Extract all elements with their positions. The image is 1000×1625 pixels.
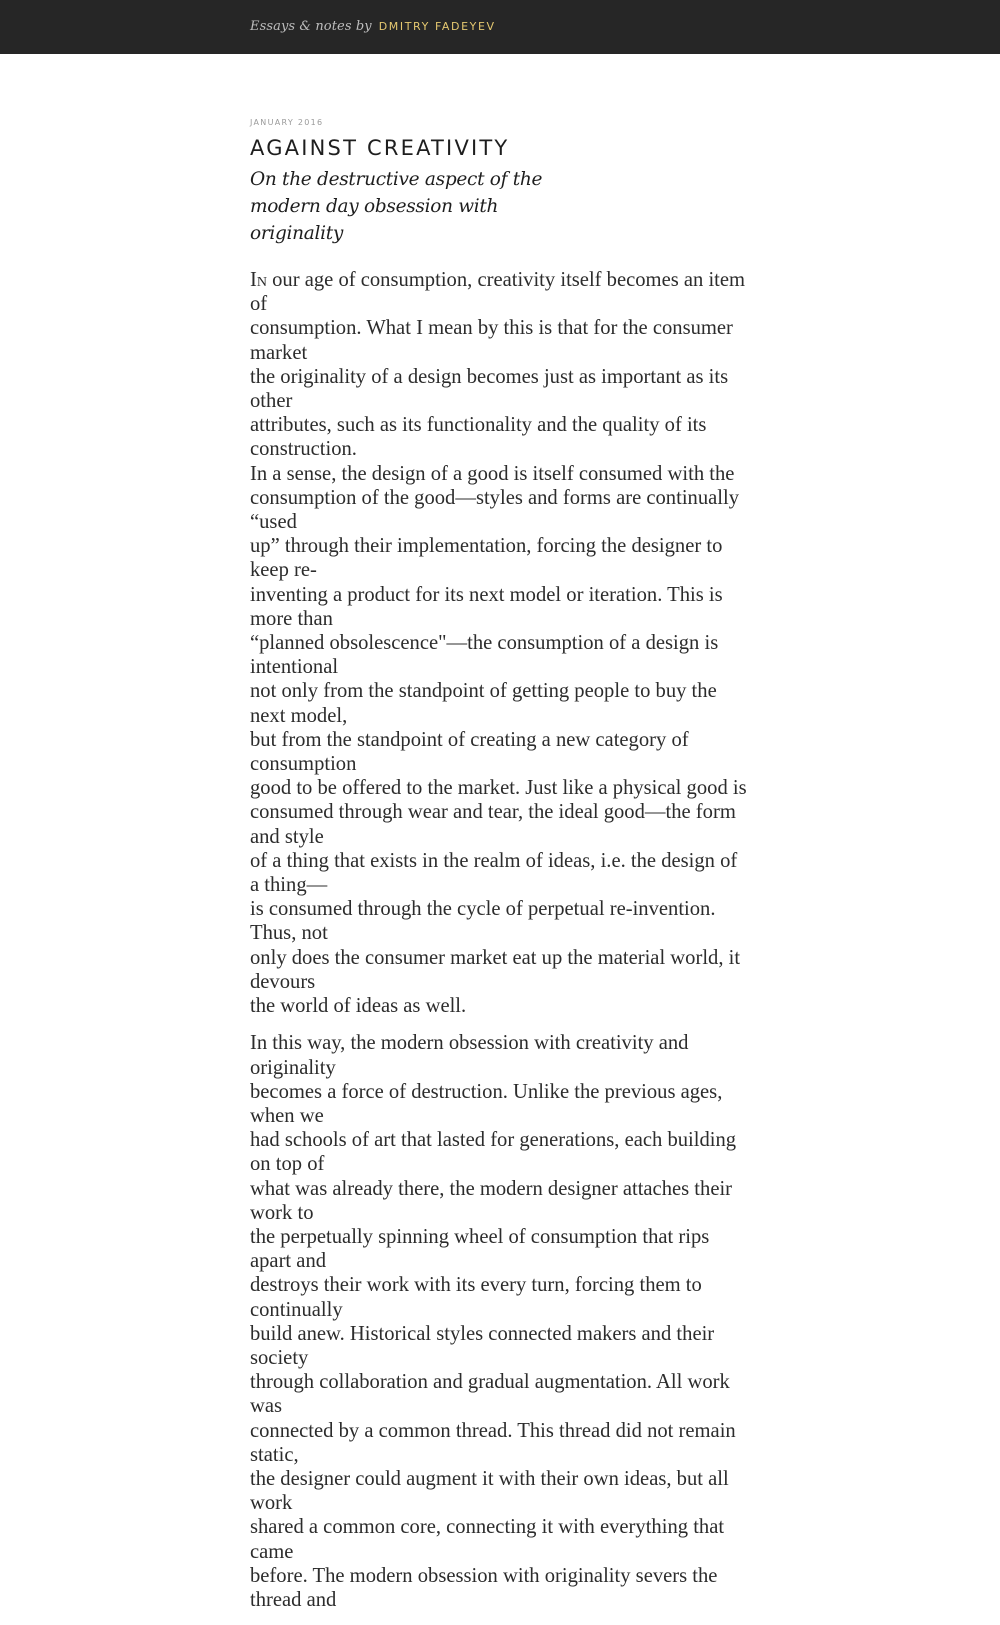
paragraph-line: before. The modern obsession with originality severs the thread and <box>250 1564 718 1611</box>
paragraph-line: attributes, such as its functionality and the quality of its construction. <box>250 414 707 461</box>
site-header-inner <box>250 17 496 35</box>
paragraph-line: not only from the standpoint of getting people to buy the next model, <box>250 680 717 727</box>
article-subtitle <box>250 166 580 247</box>
paragraph-line: build anew. Historical styles connected makers and their society <box>250 1322 715 1369</box>
paragraph-line: our age of consumption, creativity itself becomes an item of <box>250 269 746 316</box>
paragraph-line: what was already there, the modern designer attaches their work to <box>250 1177 733 1224</box>
article-paragraph <box>250 1031 750 1612</box>
paragraph-line: consumed through wear and tear, the ideal good—the form and style <box>250 801 736 848</box>
paragraph-line: had schools of art that lasted for generations, each building on top of <box>250 1129 737 1176</box>
paragraph-line: connected by a common thread. This thread did not remain static, <box>250 1419 736 1466</box>
paragraph-line: the perpetually spinning wheel of consumption that rips apart and <box>250 1225 710 1273</box>
paragraph-line: becomes a force of destruction. Unlike the previous ages, when we <box>250 1080 723 1127</box>
drop-lead: In <box>250 269 267 291</box>
paragraph-line: is consumed through the cycle of perpetual re-invention. Thus, not <box>250 898 716 945</box>
paragraph-line: good to be offered to the market. Just like a physical good is <box>250 777 747 800</box>
paragraph-line: In a sense, the design of a good is itself consumed with the <box>250 462 735 485</box>
article-date: JANUARY 2016 <box>250 118 324 127</box>
paragraph-line: up” through their implementation, forcing the designer to keep re- <box>250 535 723 582</box>
paragraph-line: In this way, the modern obsession with creativity and originality <box>250 1032 689 1079</box>
paragraph-line: inventing a product for its next model or iteration. This is more than <box>250 583 723 630</box>
site-header <box>0 0 1000 54</box>
paragraph-line: consumption. What I mean by this is that for the consumer market <box>250 317 733 364</box>
paragraph-line: but from the standpoint of creating a new category of consumption <box>250 728 689 776</box>
paragraph-line: of a thing that exists in the realm of ideas, i.e. the design of a thing— <box>250 849 738 897</box>
paragraph-line: through collaboration and gradual augmentation. All work was <box>250 1371 730 1418</box>
article-body <box>250 268 750 1625</box>
paragraph-line: the originality of a design becomes just as important as its other <box>250 365 729 413</box>
paragraph-line: destroys their work with its every turn, forcing them to continually <box>250 1274 702 1321</box>
subtitle-line: On the destructive aspect of the <box>250 169 543 190</box>
paragraph-line: the world of ideas as well. <box>250 995 467 1018</box>
subtitle-line: modern day obsession with originality <box>250 196 499 244</box>
author-link[interactable]: DMITRY FADEYEV <box>378 20 496 33</box>
article-paragraph <box>250 268 750 1018</box>
paragraph-line: consumption of the good—styles and forms are continually “used <box>250 486 740 534</box>
byline-text: Essays & notes by <box>250 19 372 34</box>
paragraph-line: only does the consumer market eat up the material world, it devours <box>250 946 741 993</box>
paragraph-line: “planned obsolescence"—the consumption of a design is intentional <box>250 632 719 679</box>
article-title: AGAINST CREATIVITY <box>250 136 510 160</box>
paragraph-line: shared a common core, connecting it with everything that came <box>250 1516 725 1563</box>
paragraph-line: the designer could augment it with their own ideas, but all work <box>250 1467 729 1515</box>
